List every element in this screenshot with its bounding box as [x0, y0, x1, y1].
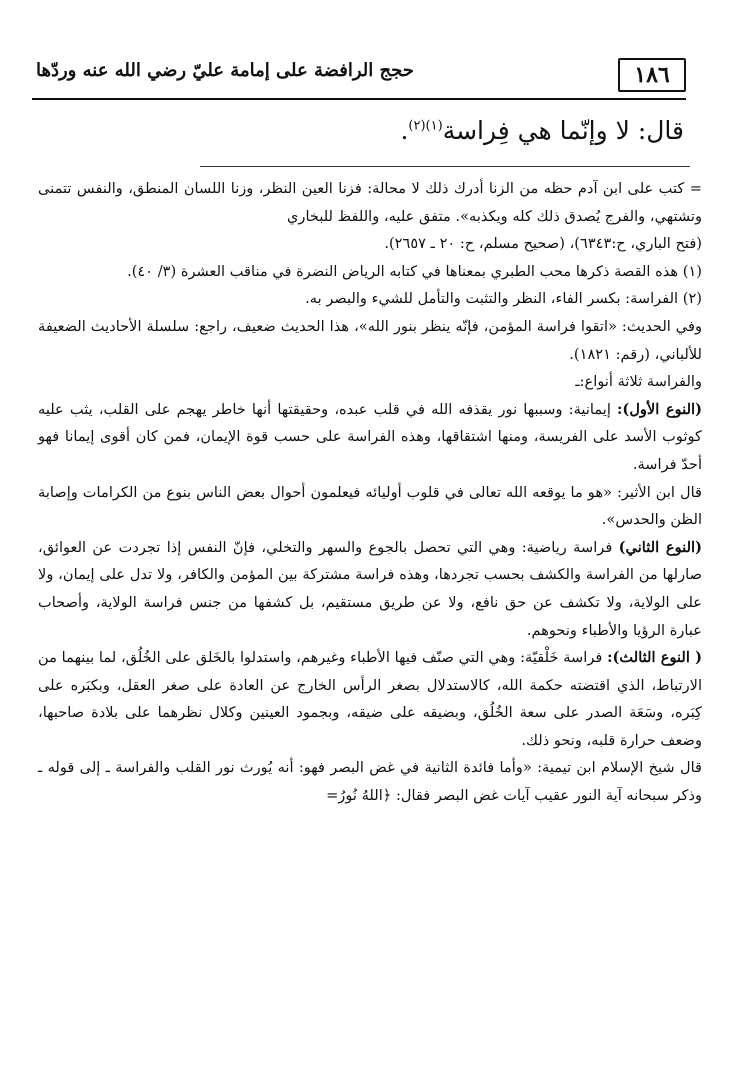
footnote-divider	[200, 166, 690, 167]
footnote-continuation: = كتب على ابن آدم حظه من الزنا أدرك ذلك لا محالة: فزنا العين النظر، وزنا اللسان المنطق، والنفس تتمنى وتشتهي، والفرج يُصدق ذلك كله ويكذبه». متفق عليه، واللفظ للبخاري	[38, 180, 702, 225]
type-1-text: إيمانية: وسببها نور يقذفه الله في قلب عبده، وحقيقتها أنها خاطر يهجم على القلب، يثب عليه كوثوب الأسد على الفريسة، ومنها اشتقاقها، وهذه الفراسة على حسب قوة الإيمان، فمن كان أقوى إيمانا فهو أحدّ فراسة.	[38, 400, 702, 473]
header-rule	[32, 98, 686, 100]
type-2-paragraph	[38, 534, 702, 644]
type-3-label: ( النوع الثالث):	[607, 649, 703, 667]
footnote-citation: (فتح الباري، ح:٦٣٤٣)، (صحيح مسلم، ح: ٢٠ ـ ٢٦٥٧).	[384, 235, 702, 253]
footnote-1: (١) هذه القصة ذكرها محب الطبري بمعناها في كتابه الرياض النضرة في مناقب العشرة (٣/ ٤٠).	[127, 262, 702, 280]
type-3-paragraph	[38, 644, 702, 754]
footnote-refs: (١)(٢)	[408, 118, 443, 134]
main-text-body: قال: لا وإنّما هي فِراسة	[442, 116, 684, 145]
page-number: ١٨٦	[618, 58, 686, 92]
footnote-2: (٢) الفراسة: بكسر الفاء، النظر والتثبت والتأمل للشيء والبصر به.	[305, 290, 702, 308]
type-3-text: فراسة خَلْقيّة: وهي التي صنّف فيها الأطباء وغيرهم، واستدلوا بالخَلق على الخُلُق، لما بينهما من الارتباط، الذي اقتضته حكمة الله، كالاستدلال بصغر الرأس الخارج عن العادة على صغر العقل، وبكبَره على كِبَره، وسَعَة الصدر على سعة الخُلُق، وبضيقه على ضيقه، وبجمود العينين وكلال نظرهما على بلادة صاحبها، وضعف حرارة قلبه، ونحو ذلك.	[38, 649, 702, 749]
footnote-2-types: والفراسة ثلاثة أنواع:ـ	[575, 373, 702, 391]
main-text-end: .	[400, 116, 409, 145]
ibn-athir-quote: قال ابن الأثير: «هو ما يوقعه الله تعالى في قلوب أوليائه فيعلمون أحوال بعض الناس بنوع من الكرامات وإصابة الظن والحدس».	[38, 483, 702, 529]
type-2-label: (النوع الثاني)	[618, 538, 702, 556]
running-title: حجج الرافضة على إمامة عليّ رضي الله عنه وردّها	[36, 60, 414, 81]
main-text	[64, 116, 684, 145]
type-1-label: (النوع الأول):	[617, 400, 702, 418]
footnotes	[38, 175, 702, 810]
type-1-paragraph	[38, 396, 702, 479]
footnote-2-hadith: وفي الحديث: «اتقوا فراسة المؤمن، فإنّه ينظر بنور الله»، هذا الحديث ضعيف، راجع: سلسلة الأحاديث الضعيفة للألباني، (رقم: ١٨٢١).	[38, 317, 702, 363]
ibn-taymiyya-quote: قال شيخ الإسلام ابن تيمية: «وأما فائدة الثانية في غض البصر فهو: أنه يُورث نور القلب والفراسة ـ إلى قوله ـ وذكر سبحانه آية النور عقيب آيات غض البصر فقال: ﴿اللهُ نُورُ=	[38, 759, 702, 805]
type-2-text: فراسة رياضية: وهي التي تحصل بالجوع والسهر والتخلي، فإنّ النفس إذا تجردت عن العوائق، صارلها من الفراسة والكشف بحسب تجردها، وهذه فراسة مشتركة بين المؤمن والكافر، ولا تدل على إيمان، ولا على الولاية، ولا تكشف عن حق نافع، ولا عن طريق مستقيم، بل كشفها من جنس فراسة الولاية، وأصحاب عبارة الرؤيا والأطباء ونحوهم.	[38, 538, 702, 639]
page-header	[36, 54, 686, 98]
